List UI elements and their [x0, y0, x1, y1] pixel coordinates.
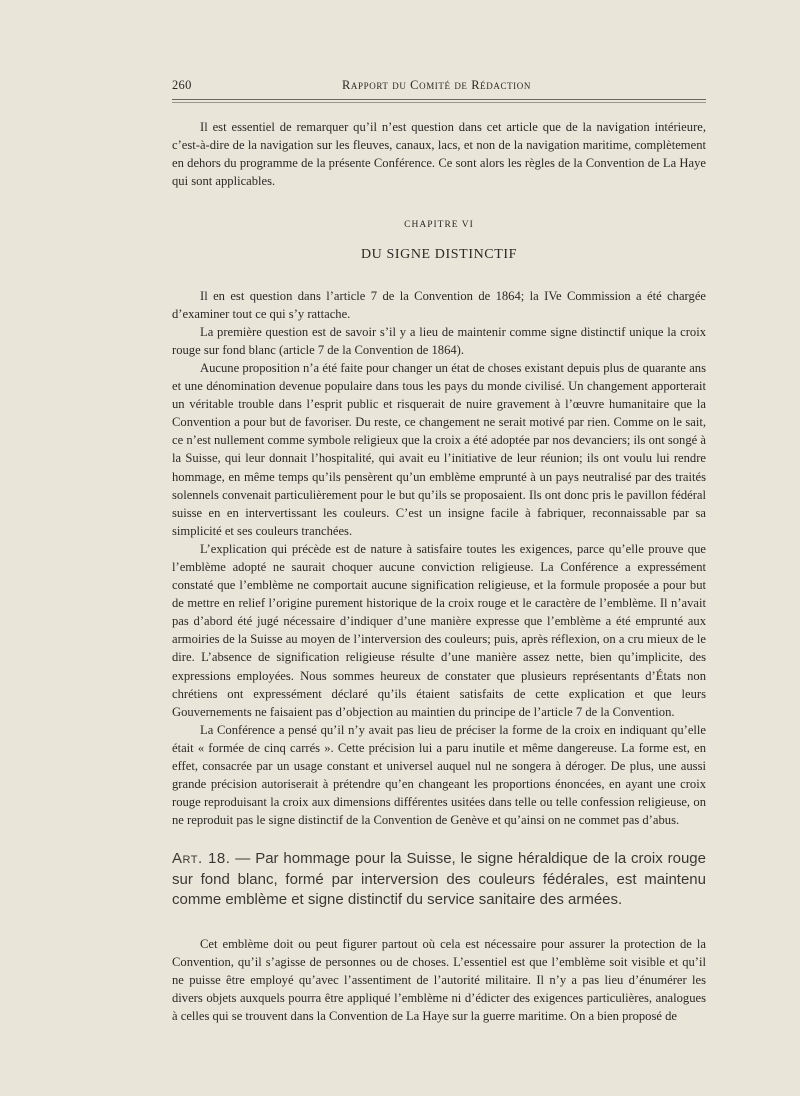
body-paragraph: Il en est question dans l’article 7 de la Convention de 1864; la IVe Commission a été chargée d’examiner tout ce qui s’y rattache. [172, 288, 706, 321]
body-paragraph: Aucune proposition n’a été faite pour changer un état de choses existant depuis plus de quarante ans et une dénomination devenue populaire dans tous les pays du monde civilisé. Un changement apporterait un véritable trouble dans l’esprit public et risquerait de nuire gravement à l’œuvre humanitaire que la Convention a pour but de favoriser. Du reste, ce changement ne serait motivé par rien. Comme on le sait, ce n’est nullement comme symbole religieux que la croix a été adoptée par nos devanciers; ils ont songé à la Suisse, qui leur donnait l’hospitalité, qui avait eu l’initiative de leur réunion; ils ont voulu lui rendre hommage, en même temps qu’ils pensèrent qu’un emblème emprunté à un pays neutralisé par des traités solennels convenait particulièrement pour le but qu’ils se proposaient. Ils ont donc pris le pavillon fédéral suisse en en intervertissant les couleurs. C’est un insigne facile à fabriquer, reconnaissable par sa simplicité et ses couleurs tranchées. [172, 360, 706, 538]
body-paragraph: La Conférence a pensé qu’il n’y avait pas lieu de préciser la forme de la croix en indiquant qu’elle était « formée de cinq carrés ». Cette précision lui a paru inutile et même dangereuse. La forme est, en effet, consacrée par un usage constant et universel auquel nul ne songera à déroger. De plus, une aussi grande précision autoriserait à prétendre qu’en changeant les proportions énoncées, en ayant une croix rouge reproduisant la croix aux dimensions différentes usitées dans telle ou telle confession religieuse, on ne reproduit pas le signe distinctif de la Convention de Genève et qu’ainsi on ne commet pas d’abus. [172, 722, 706, 828]
article-18 [172, 849, 706, 911]
header-rule-secondary [172, 102, 706, 103]
body-paragraph: La première question est de savoir s’il y a lieu de maintenir comme signe distinctif unique la croix rouge sur fond blanc (article 7 de la Convention de 1864). [172, 324, 706, 357]
running-title: Rapport du Comité de Rédaction [342, 78, 531, 92]
chapter-label: CHAPITRE VI [404, 220, 474, 231]
header-rule [172, 99, 706, 100]
closing-paragraph: Cet emblème doit ou peut figurer partout où cela est nécessaire pour assurer la protection de la Convention, qu’il s’agisse de personnes ou de choses. L’essentiel est que l’emblème soit visible et qu’il ne puisse être employé qu’avec l’assentiment de l’autorité militaire. Il n’y a pas lieu d’énumérer les divers objets auxquels pourra être appliqué l’emblème ni d’édicter des exigences particulières, analogues à celles qui se trouvent dans la Convention de La Haye sur la guerre maritime. On a bien proposé de [172, 936, 706, 1024]
chapter-title: DU SIGNE DISTINCTIF [360, 247, 518, 263]
page-number: 260 [172, 78, 192, 92]
article-number: Art. 18. [172, 850, 231, 868]
intro-paragraph: Il est essentiel de remarquer qu’il n’est question dans cet article que de la navigation intérieure, c’est-à-dire de la navigation sur les fleuves, canaux, lacs, et non de la navigation maritime, complètement en dehors du programme de la présente Conférence. Ce sont alors les règles de la Convention de La Haye qui sont applicables. [172, 120, 706, 189]
body-paragraph: L’explication qui précède est de nature à satisfaire toutes les exigences, parce qu’elle prouve que l’emblème adopté ne saurait choquer aucune conviction religieuse. La Conférence a expressément constaté que l’emblème ne comportait aucune signification religieuse, et la formule proposée a pour but de mettre en relief l’origine purement historique de la croix rouge et le caractère de l’emblème. Il n’avait pas d’abord été jugé nécessaire d’indiquer d’une manière expresse que l’emblème a été emprunté aux armoiries de la Suisse au moyen de l’interversion des couleurs; puis, après réflexion, on a cru mieux de le dire. L’absence de signification religieuse résulte d’une manière assez nette, bien qu’implicite, des expressions employées. Nous sommes heureux de constater que plusieurs représentants d’États non chrétiens ont expressément déclaré qu’ils étaient satisfaits de cette explication et que leurs Gouvernements ne faisaient pas d’objection au maintien du principe de l’article 7 de la Convention. [172, 541, 706, 719]
page-body [172, 118, 706, 1025]
article-text: — Par hommage pour la Suisse, le signe héraldique de la croix rouge sur fond blanc, formé par interversion des couleurs fédérales, est maintenu comme emblème et signe distinctif du service sanitaire des armées. [172, 850, 706, 909]
